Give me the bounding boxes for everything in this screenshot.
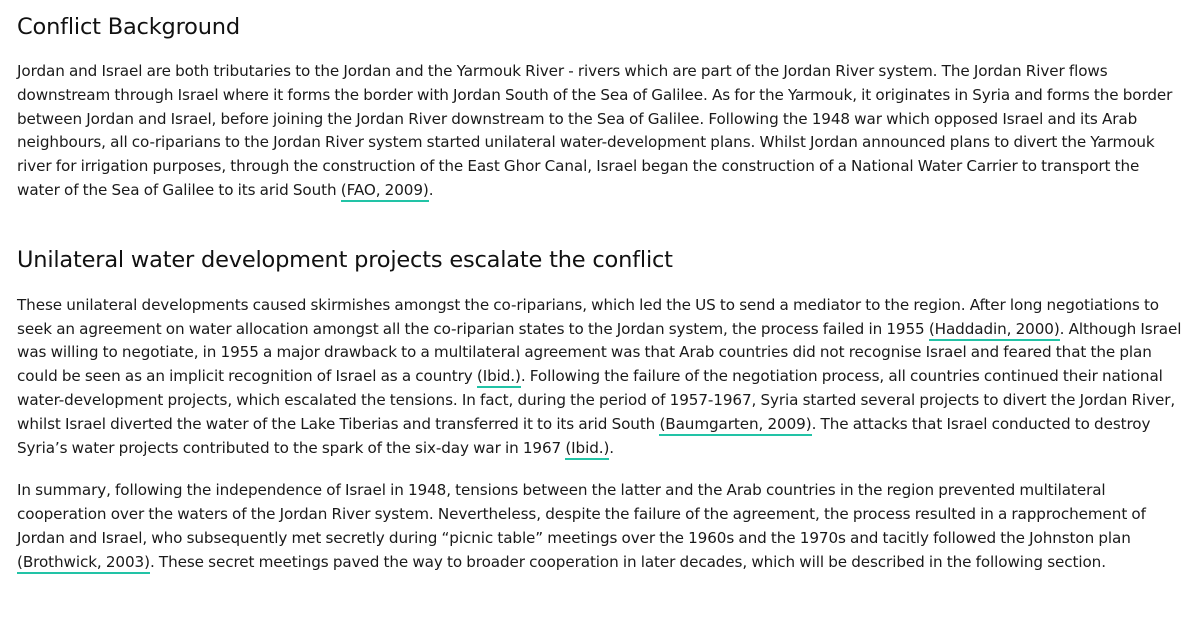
paragraph-text: .: [428, 180, 434, 199]
paragraph-conflict-background: [17, 60, 1182, 203]
paragraph-text: Jordan and Israel are both tributaries to the Jordan and the Yarmouk River - rivers which are part of the Jordan River system. The Jordan River flows downstream through Israel where it forms the border with Jordan South of the Sea of Galilee. As for the Yarmouk, it originates in Syria and forms the border between Jordan and Israel, before joining the Jordan River downstream to the Sea of Galilee. Following the 1948 war which opposed Israel and its Arab neighbours, all co-riparians to the Jordan River system started unilateral water-development plans. Whilst Jordan announced plans to divert the Yarmouk river for irrigation purposes, through the construction of the East Ghor Canal, Israel began the construction of a National Water Carrier to transport the water of the Sea of Galilee to its arid South: [17, 62, 1173, 199]
paragraph-text: These unilateral developments caused skirmishes amongst the co-riparians, which led the US to send a mediator to the region. After long negotiations to seek an agreement on water allocation amongst all the co-riparian states to the Jordan system, the process failed in 1955: [17, 295, 1159, 338]
citation-link-ibid-2[interactable]: (Ibid.): [565, 439, 609, 460]
section-heading-conflict-background: Conflict Background: [17, 14, 240, 40]
paragraph-text: . These secret meetings paved the way to broader cooperation in later decades, which will be described in the following section.: [149, 552, 1106, 571]
paragraph-text: In summary, following the independence of Israel in 1948, tensions between the latter and the Arab countries in the region prevented multilateral cooperation over the waters of the Jordan River system. Nevertheless, despite the failure of the agreement, the process resulted in a rapprochement of Jordan and Israel, who subsequently met secretly during “picnic table” meetings over the 1960s and the 1970s and tacitly followed the Johnston plan: [17, 481, 1146, 547]
section-heading-unilateral-projects: Unilateral water development projects escalate the conflict: [17, 246, 673, 273]
paragraph-summary: [17, 479, 1182, 574]
paragraph-text: . Although Israel was willing to negotiate, in 1955 a major drawback to a multilateral agreement was that Arab countries did not recognise Israel and feared that the plan could be seen as an implicit recognition of Israel as a country: [17, 319, 1182, 386]
citation-link-baumgarten-2009[interactable]: (Baumgarten, 2009): [659, 415, 811, 436]
paragraph-text: . The attacks that Israel conducted to destroy Syria’s water projects contributed to the spark of the six-day war in 1967: [17, 414, 1151, 457]
citation-link-fao-2009[interactable]: (FAO, 2009): [341, 181, 429, 202]
citation-link-haddadin-2000[interactable]: (Haddadin, 2000): [929, 320, 1060, 341]
paragraph-text: .: [609, 438, 615, 457]
paragraph-unilateral-projects: [17, 294, 1182, 461]
paragraph-text: . Following the failure of the negotiation process, all countries continued their national water-development projects, which escalated the tensions. In fact, during the period of 1957-1967, Syria started several projects to divert the Jordan River, whilst Israel diverted the water of the Lake Tiberias and transferred it to its arid South: [17, 367, 1176, 433]
citation-link-brothwick-2003[interactable]: (Brothwick, 2003): [17, 553, 150, 574]
citation-link-ibid-1[interactable]: (Ibid.): [477, 367, 521, 388]
